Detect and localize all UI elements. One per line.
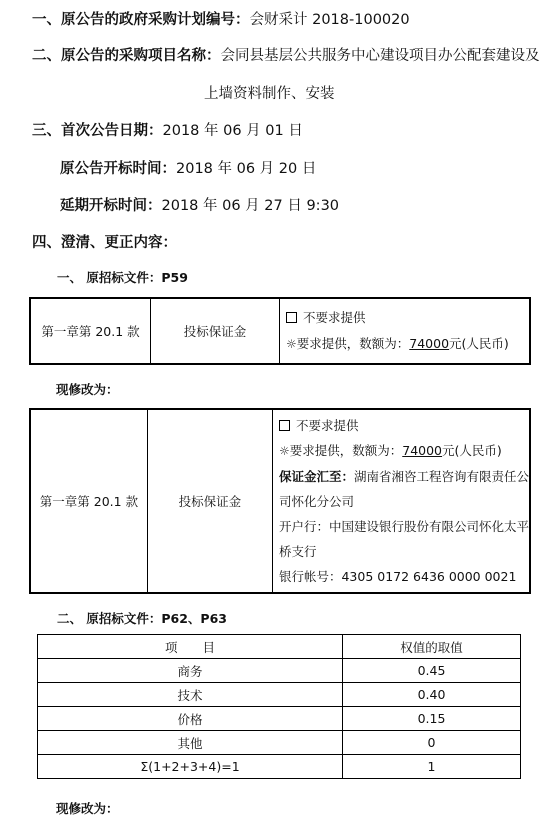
section-2-label: 二、原公告的采购项目名称： [32, 48, 221, 64]
section-3-value: 2018 年 06 月 01 日 [162, 123, 303, 139]
opt-not-required-label: 不要求提供 [303, 310, 366, 325]
revised-clause: 第一章第 20.1 款 [30, 409, 147, 593]
table-row [38, 659, 521, 683]
item1-heading: 一、 原招标文件：P59 [57, 270, 188, 285]
row-item: 价格 [38, 707, 343, 731]
remit-value-2: 司怀化分公司 [278, 494, 354, 509]
opt-required [276, 438, 529, 464]
sun-bullet-icon: ☼ [278, 444, 290, 458]
row-weight: 0.15 [343, 707, 521, 731]
row-item: 其他 [38, 731, 343, 755]
row-item: 技术 [38, 683, 343, 707]
open-time-label: 原公告开标时间： [60, 161, 176, 177]
opt-not-required [276, 413, 529, 438]
table-row [38, 683, 521, 707]
remit-value-1: 湖南省湘咨工程咨询有限责任公 [353, 469, 529, 484]
section-2-value-line1: 会同县基层公共服务中心建设项目办公配套建设及 [220, 48, 540, 64]
row-weight: 0.40 [343, 683, 521, 707]
row-weight: 1 [343, 755, 521, 779]
opt-required-label: 要求提供，数额为： [289, 443, 403, 458]
bank-line-2: 桥支行 [278, 544, 317, 559]
account-number: 银行帐号：4305 0172 6436 0000 0021 [278, 569, 517, 584]
header-item: 项 目 [38, 635, 343, 659]
checkbox-icon [286, 312, 297, 323]
section-2 [32, 44, 540, 65]
item2-heading: 二、 原招标文件：P62、P63 [57, 611, 227, 626]
original-item: 投标保证金 [151, 298, 280, 364]
row-weight: 0 [343, 731, 521, 755]
original-clause: 第一章第 20.1 款 [30, 298, 151, 364]
sun-bullet-icon: ☼ [286, 337, 297, 351]
table-header-row [38, 635, 521, 659]
original-options [280, 298, 531, 364]
section-3 [32, 119, 303, 140]
checkbox-icon [279, 420, 290, 431]
section-3-label: 三、首次公告日期： [32, 123, 163, 139]
delay-time-value: 2018 年 06 月 27 日 9:30 [161, 198, 340, 214]
table-row [38, 707, 521, 731]
opt-not-required-label: 不要求提供 [295, 418, 359, 433]
remit-to [276, 464, 529, 489]
revised-amount: 74000 [402, 443, 443, 458]
revised-options [272, 409, 530, 593]
revised-bond-table [29, 408, 531, 594]
section-2-value-line2: 上墙资料制作、安装 [204, 86, 335, 102]
table-row [38, 731, 521, 755]
section-1-label: 一、原公告的政府采购计划编号： [32, 12, 250, 28]
remit-label: 保证金汇至： [278, 469, 354, 484]
open-time [60, 157, 316, 178]
opt-not-required [283, 305, 529, 331]
header-weight: 权值的取值 [343, 635, 521, 659]
original-bond-table [29, 297, 531, 365]
opt-required-label: 要求提供，数额为： [296, 336, 410, 351]
open-time-value: 2018 年 06 月 20 日 [176, 161, 317, 177]
amount-suffix: 元(人民币) [449, 336, 509, 351]
bank-line-1: 开户行：中国建设银行股份有限公司怀化太平 [278, 519, 529, 534]
item2-revised-heading: 现修改为： [56, 801, 119, 816]
section-1 [32, 8, 410, 29]
section-4-label: 四、澄清、更正内容： [32, 235, 177, 251]
row-item: 商务 [38, 659, 343, 683]
row-weight: 0.45 [343, 659, 521, 683]
revised-item: 投标保证金 [147, 409, 272, 593]
delay-time [60, 194, 339, 215]
weights-table [37, 634, 521, 779]
delay-time-label: 延期开标时间： [60, 198, 162, 214]
section-1-value: 会财采计 2018-100020 [249, 12, 410, 28]
item1-revised-heading: 现修改为： [56, 382, 119, 397]
original-amount: 74000 [409, 336, 450, 351]
amount-suffix: 元(人民币) [442, 443, 502, 458]
table-row [38, 755, 521, 779]
row-item: Σ(1+2+3+4)=1 [38, 755, 343, 779]
opt-required [283, 331, 529, 357]
